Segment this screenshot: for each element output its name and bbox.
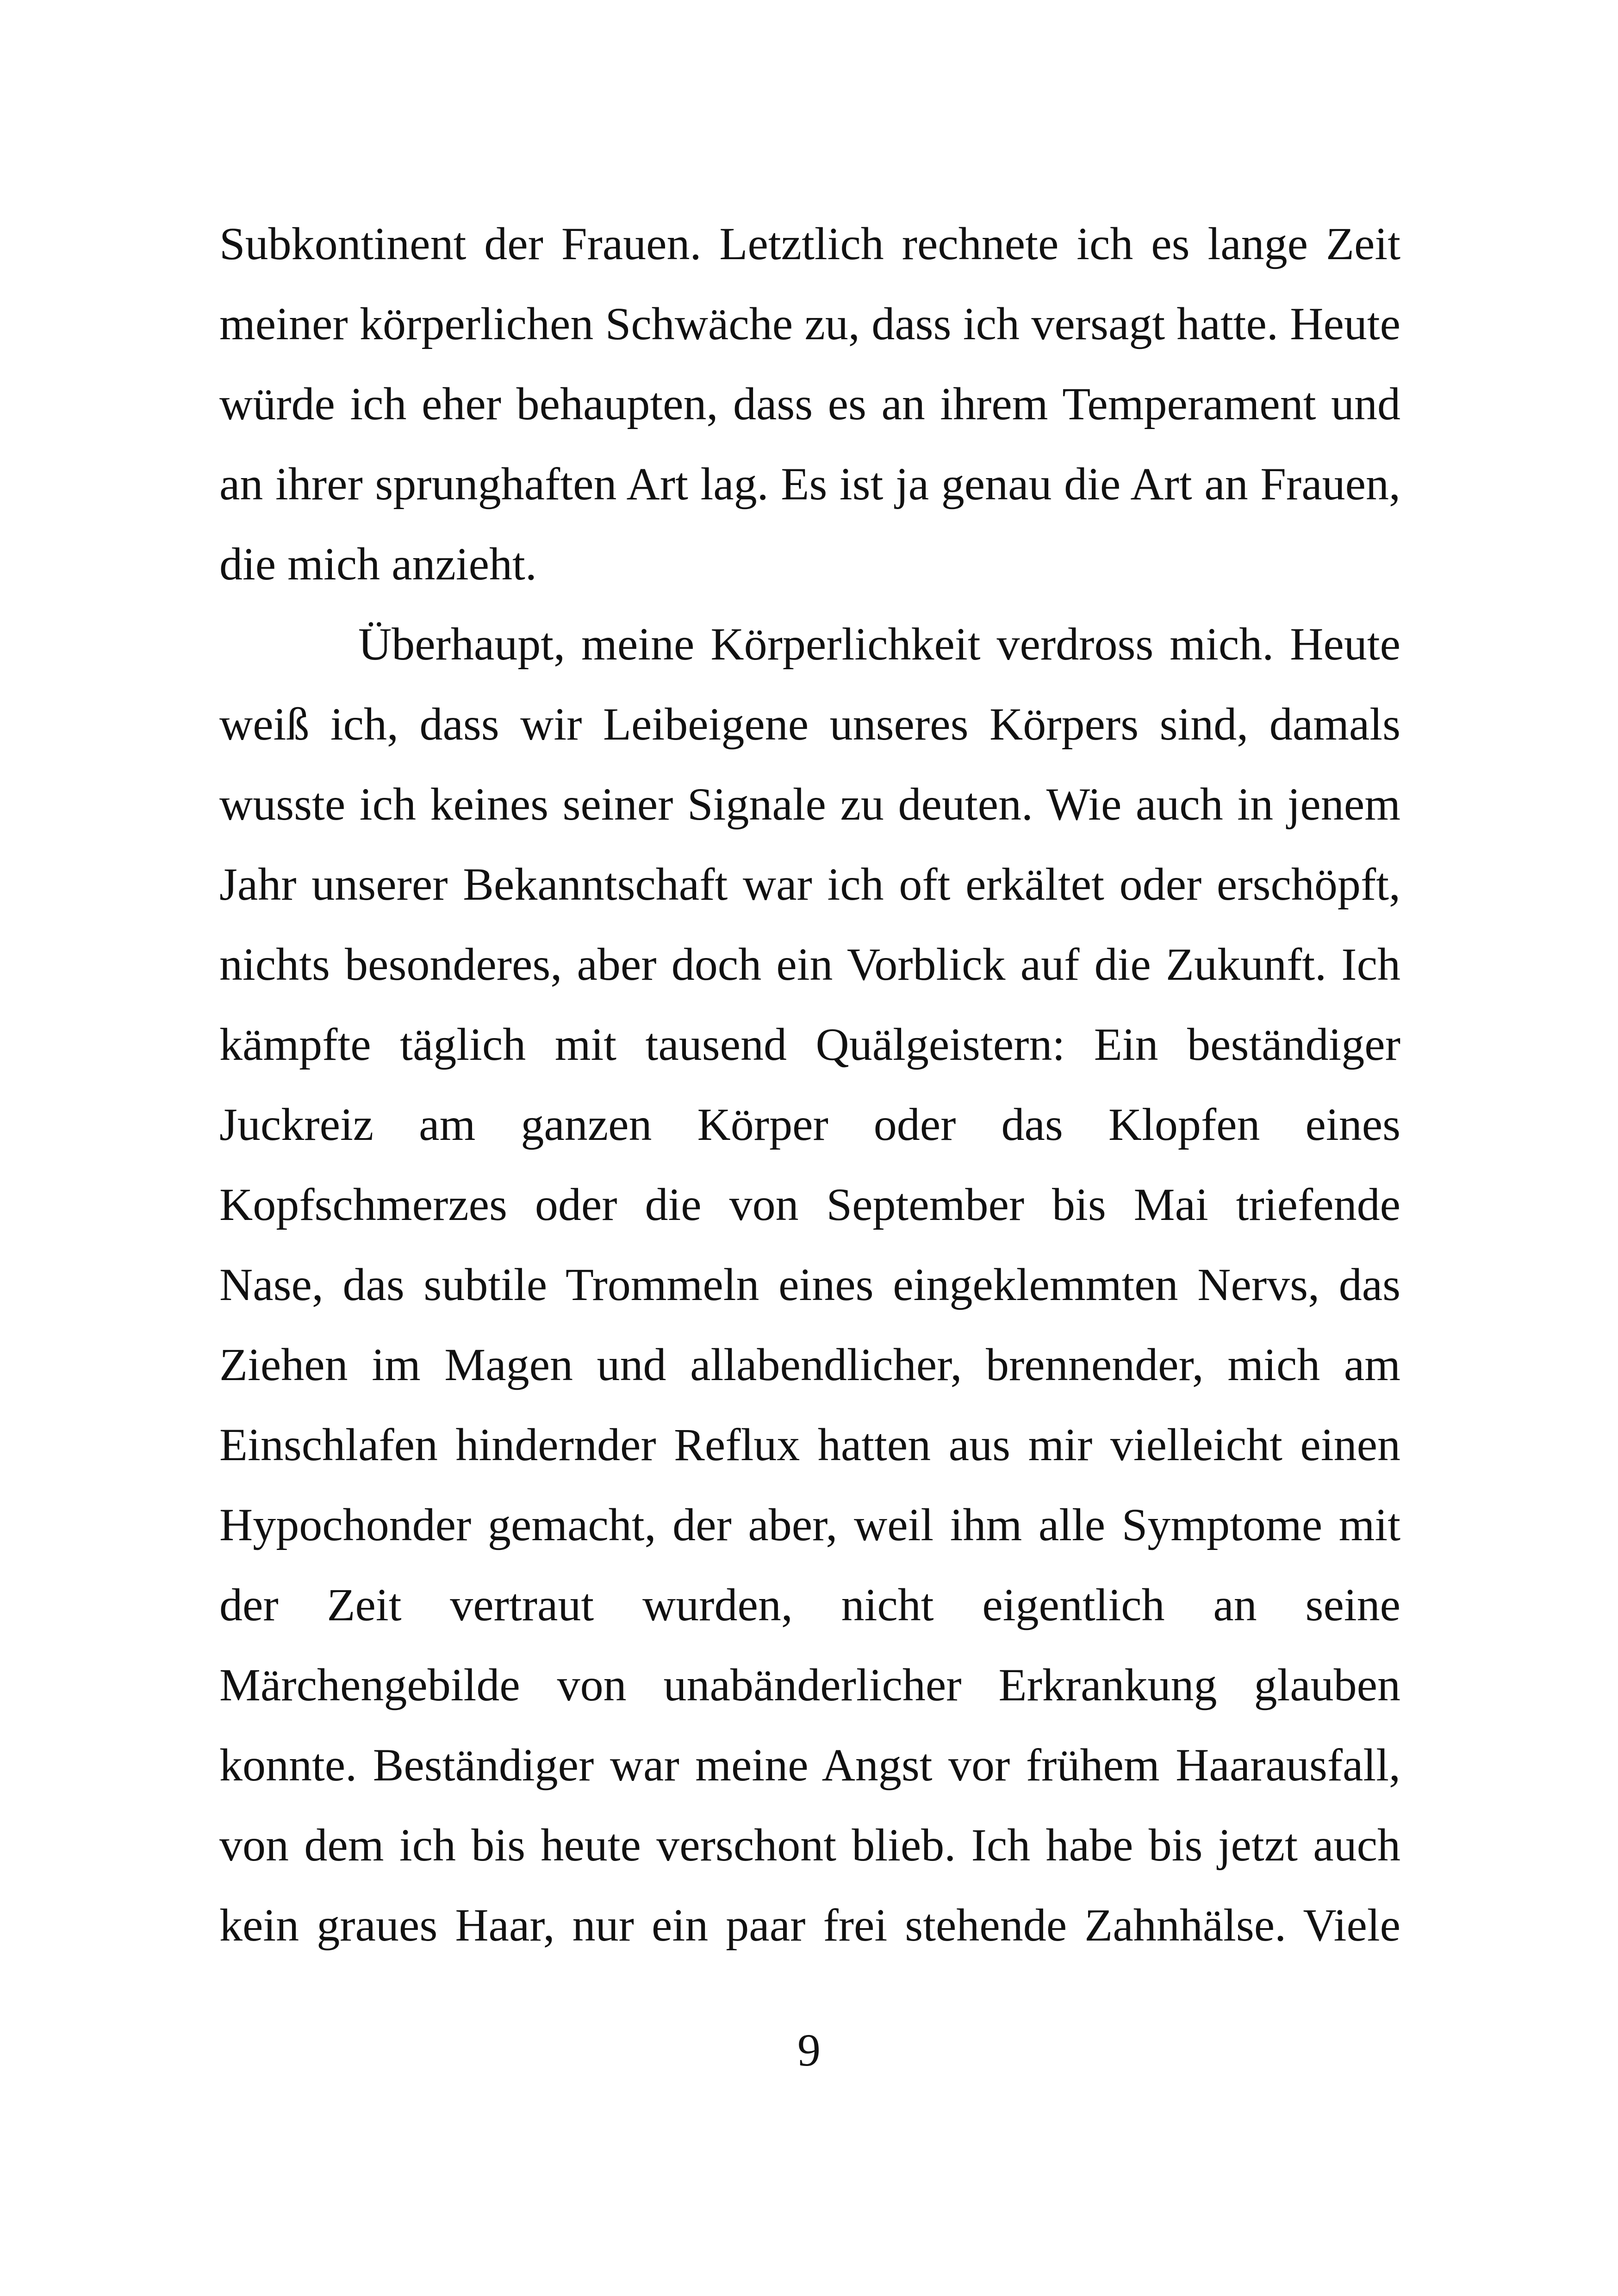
text-line: würde ich eher behaupten, dass es an ihrem Temperament und — [219, 378, 1400, 429]
text-line: wusste ich keines seiner Signale zu deuten. Wie auch in jenem — [219, 778, 1400, 830]
page-number: 9 — [797, 2024, 821, 2076]
text-line: Einschlafen hindernder Reflux hatten aus mir vielleicht einen — [219, 1419, 1400, 1470]
text-line: an ihrer sprunghaften Art lag. Es ist ja genau die Art an Frauen, — [219, 458, 1400, 510]
text-line: der Zeit vertraut wurden, nicht eigentlich an seine — [219, 1579, 1400, 1630]
text-line: von dem ich bis heute verschont blieb. Ich habe bis jetzt auch — [219, 1819, 1400, 1871]
text-line: Hypochonder gemacht, der aber, weil ihm alle Symptome mit — [219, 1499, 1400, 1550]
text-line: Subkontinent der Frauen. Letztlich rechnete ich es lange Zeit — [219, 218, 1400, 269]
text-line: weiß ich, dass wir Leibeigene unseres Körpers sind, damals — [219, 698, 1400, 750]
text-line: die mich anzieht. — [219, 538, 537, 590]
text-line: Jahr unserer Bekanntschaft war ich oft erkältet oder erschöpft, — [219, 859, 1400, 910]
text-line: Kopfschmerzes oder die von September bis Mai triefende — [219, 1179, 1400, 1230]
text-line: kein graues Haar, nur ein paar frei stehende Zahnhälse. Viele — [219, 1899, 1400, 1951]
text-line: Märchengebilde von unabänderlicher Erkrankung glauben — [219, 1659, 1400, 1711]
text-line: Ziehen im Magen und allabendlicher, brennender, mich am — [219, 1339, 1400, 1390]
text-line: konnte. Beständiger war meine Angst vor frühem Haarausfall, — [219, 1739, 1400, 1791]
text-line: meiner körperlichen Schwäche zu, dass ich versagt hatte. Heute — [219, 298, 1400, 349]
text-line: nichts besonderes, aber doch ein Vorblick auf die Zukunft. Ich — [219, 939, 1400, 990]
text-line: Nase, das subtile Trommeln eines eingeklemmten Nervs, das — [219, 1259, 1400, 1310]
body-text — [219, 204, 1400, 1965]
text-line: kämpfte täglich mit tausend Quälgeistern: Ein beständiger — [219, 1019, 1400, 1070]
text-line: Juckreiz am ganzen Körper oder das Klopfen eines — [219, 1099, 1400, 1150]
text-line: Überhaupt, meine Körperlichkeit verdross mich. Heute — [358, 618, 1400, 670]
